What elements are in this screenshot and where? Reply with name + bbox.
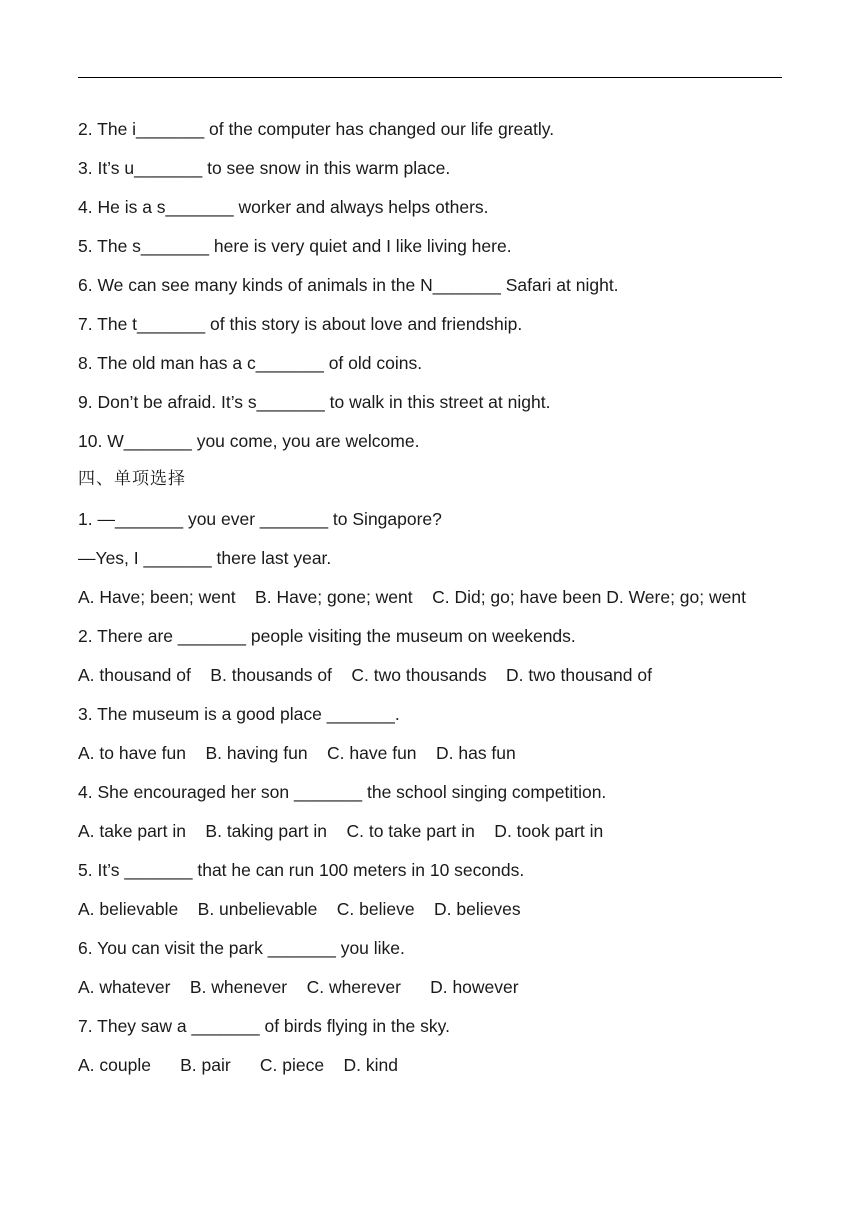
question-3-options: A. to have fun B. having fun C. have fun D. has fun <box>78 743 516 763</box>
question-4-options: A. take part in B. taking part in C. to take part in D. took part in <box>78 821 604 841</box>
question-7-stem: 7. They saw a _______ of birds flying in the sky. <box>78 1016 450 1036</box>
question-2-stem: 2. There are _______ people visiting the museum on weekends. <box>78 626 576 646</box>
question-7-options: A. couple B. pair C. piece D. kind <box>78 1055 398 1075</box>
fill-in-item-3: 3. It’s u_______ to see snow in this warm place. <box>78 158 451 178</box>
fill-in-item-4: 4. He is a s_______ worker and always helps others. <box>78 197 489 217</box>
question-5-options: A. believable B. unbelievable C. believe D. believes <box>78 899 521 919</box>
question-6-options: A. whatever B. whenever C. wherever D. however <box>78 977 519 997</box>
fill-in-item-5: 5. The s_______ here is very quiet and I like living here. <box>78 236 512 256</box>
fill-in-item-8: 8. The old man has a c_______ of old coins. <box>78 353 423 373</box>
question-4-stem: 4. She encouraged her son _______ the school singing competition. <box>78 782 607 802</box>
question-1-reply: —Yes, I _______ there last year. <box>78 548 332 568</box>
question-1-stem: 1. —_______ you ever _______ to Singapore? <box>78 509 442 529</box>
fill-in-item-10: 10. W_______ you come, you are welcome. <box>78 431 420 451</box>
fill-in-item-9: 9. Don’t be afraid. It’s s_______ to walk in this street at night. <box>78 392 551 412</box>
question-1-options: A. Have; been; went B. Have; gone; went C. Did; go; have been D. Were; go; went <box>78 587 746 607</box>
header-rule <box>78 77 782 78</box>
fill-in-item-6: 6. We can see many kinds of animals in the N_______ Safari at night. <box>78 275 619 295</box>
question-3-stem: 3. The museum is a good place _______. <box>78 704 400 724</box>
question-6-stem: 6. You can visit the park _______ you like. <box>78 938 405 958</box>
fill-in-item-7: 7. The t_______ of this story is about love and friendship. <box>78 314 523 334</box>
fill-in-item-2: 2. The i_______ of the computer has changed our life greatly. <box>78 119 555 139</box>
question-5-stem: 5. It’s _______ that he can run 100 meters in 10 seconds. <box>78 860 525 880</box>
section-heading: 四、单项选择 <box>78 469 186 489</box>
question-2-options: A. thousand of B. thousands of C. two thousands D. two thousand of <box>78 665 652 685</box>
